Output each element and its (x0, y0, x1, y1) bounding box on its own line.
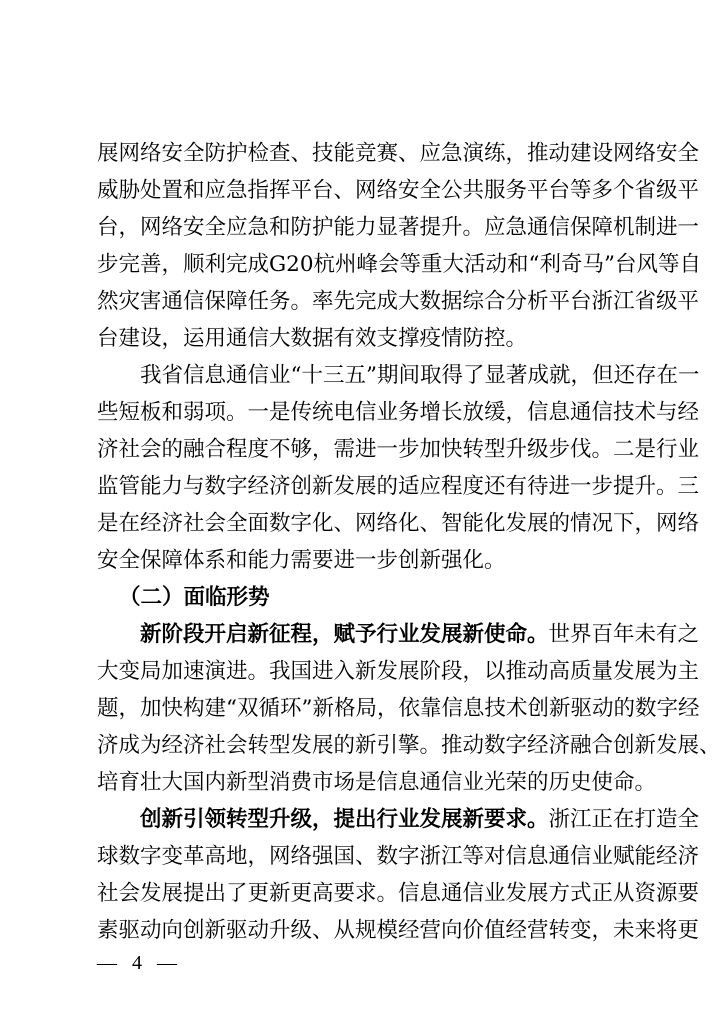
body-text-line: 步完善，顺利完成G20杭州峰会等重大活动和“利奇马”台风等自 (97, 252, 702, 277)
body-text-line: 安全保障体系和能力需要进一步创新强化。 (97, 548, 506, 573)
bold-lead-sentence: 新阶段开启新征程，赋予行业发展新使命。 (140, 622, 549, 647)
section-heading: （二）面临形势 (119, 585, 270, 610)
paragraph-continuation: 世界百年未有之 (548, 622, 700, 647)
bold-lead-sentence: 创新引领转型升级，提出行业发展新要求。 (140, 807, 549, 832)
body-text-line: 济成为经济社会转型发展的新引擎。推动数字经济融合创新发展、 (97, 733, 721, 758)
body-text-line: 题，加快构建“双循环”新格局，依靠信息技术创新驱动的数字经 (97, 696, 700, 721)
body-text-line: 台，网络安全应急和防护能力显著提升。应急通信保障机制进一 (97, 215, 700, 240)
body-text-line: 济社会的融合程度不够，需进一步加快转型升级步伐。二是行业 (97, 437, 700, 462)
paragraph-continuation: 浙江正在打造全 (548, 807, 700, 832)
body-text-line: 台建设，运用通信大数据有效支撑疫情防控。 (97, 326, 528, 351)
body-text-line: 球数字变革高地，网络强国、数字浙江等对信息通信业赋能经济 (97, 844, 700, 869)
body-text-line: 些短板和弱项。一是传统电信业务增长放缓，信息通信技术与经 (97, 400, 700, 425)
paragraph-first-line (140, 802, 700, 838)
page-number: — 4 — (97, 952, 177, 974)
body-text-line: 是在经济社会全面数字化、网络化、智能化发展的情况下，网络 (97, 511, 700, 536)
body-text-line: 监管能力与数字经济创新发展的适应程度还有待进一步提升。三 (97, 474, 700, 499)
body-text-line: 然灾害通信保障任务。率先完成大数据综合分析平台浙江省级平 (97, 289, 700, 314)
paragraph-first-line: 我省信息通信业“十三五”期间取得了显著成就，但还存在一 (140, 363, 700, 388)
body-text-line: 大变局加速演进。我国进入新发展阶段，以推动高质量发展为主 (97, 659, 700, 684)
body-text-line: 社会发展提出了更新更高要求。信息通信业发展方式正从资源要 (97, 881, 700, 906)
body-text-line: 素驱动向创新驱动升级、从规模经营向价值经营转变，未来将更 (97, 918, 700, 943)
body-text-line: 培育壮大国内新型消费市场是信息通信业光荣的历史使命。 (97, 770, 657, 795)
paragraph-first-line (140, 617, 700, 653)
body-text-line: 威胁处置和应急指挥平台、网络安全公共服务平台等多个省级平 (97, 178, 700, 203)
body-text-line: 展网络安全防护检查、技能竞赛、应急演练，推动建设网络安全 (97, 141, 700, 166)
